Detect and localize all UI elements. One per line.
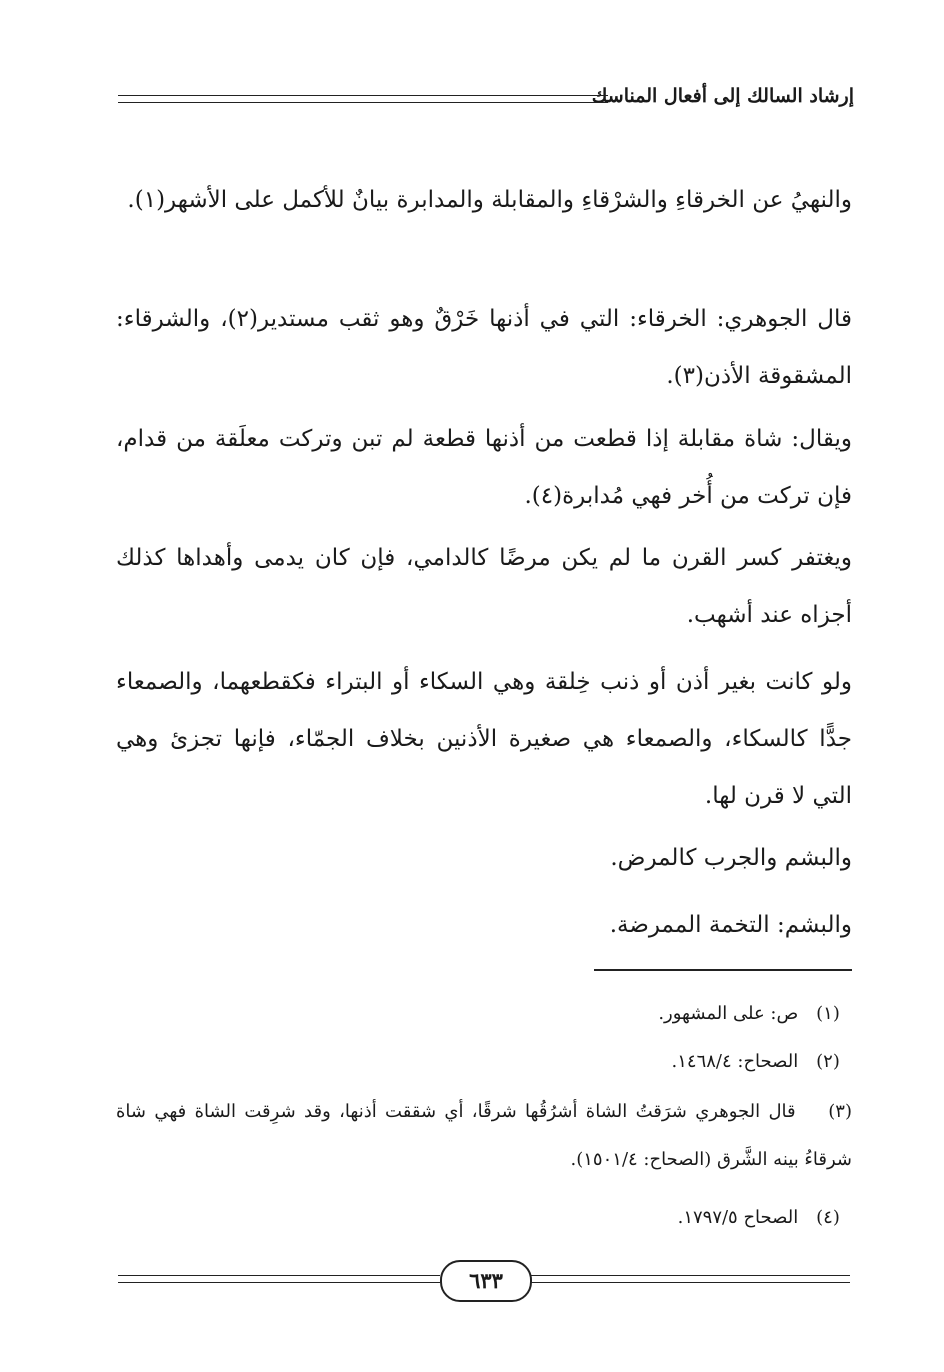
paragraph-6: والبشم والجرب كالمرض. [610,845,852,871]
footer-rule-right [528,1275,850,1283]
footnote-separator [594,969,852,971]
footnote-2 [116,1038,852,1085]
footnote-number: (٣) [828,1101,852,1122]
footnote-text: الصحاح: ١٤٦٨/٤. [671,1051,799,1072]
paragraph-7: والبشم: التخمة الممرضة. [609,912,852,938]
footnote-text: ص: على المشهور. [658,1003,799,1024]
paragraph-3: ويقال: شاة مقابلة إذا قطعت من أذنها قطعة لم تبن وتركت معلَقة من قدام، فإن تركت من أُخر فهي مُدابرة(٤). [116,426,852,509]
page-number: ٦٣٣ [440,1260,532,1302]
footnote-1 [116,990,852,1037]
footnote-text: الصحاح ١٧٩٧/٥. [677,1207,799,1228]
paragraph-1: والنهيُ عن الخرقاءِ والشرْقاءِ والمقابلة والمدابرة بيانٌ للأكمل على الأشهر(١). [127,187,852,213]
footer-rule-left [118,1275,440,1283]
header-rule [118,95,608,103]
running-header-title: إرشاد السالك إلى أفعال المناسك [591,85,854,107]
footnote-number: (٢) [816,1051,840,1072]
footnote-4 [116,1194,852,1241]
footnote-text: قال الجوهري شرَقتُ الشاة أشرُقُها شرقًا، أي شققت أذنها، وقد شرِقت الشاة فهي شاة شرقاءُ بينه الشَّرق (الصحاح: ١٥٠١/٤). [116,1101,852,1170]
footnote-3 [116,1088,852,1184]
footnote-number: (٤) [816,1207,840,1228]
footnote-number: (١) [816,1003,840,1024]
paragraph-5: ولو كانت بغير أذن أو ذنب خِلقة وهي السكاء أو البتراء فكقطعهما، والصمعاء جدًّا كالسكاء، والصمعاء هي صغيرة الأذنين بخلاف الجمّاء، فإنها تجزئ وهي التي لا قرن لها. [116,669,852,809]
paragraph-2: قال الجوهري: الخرقاء: التي في أذنها خَرْقٌ وهو ثقب مستدير(٢)، والشرقاء: المشقوقة الأذن(٣). [116,306,852,389]
paragraph-4: ويغتفر كسر القرن ما لم يكن مرضًا كالدامي، فإن كان يدمى وأهداها كذلك أجزاه عند أشهب. [116,545,852,628]
